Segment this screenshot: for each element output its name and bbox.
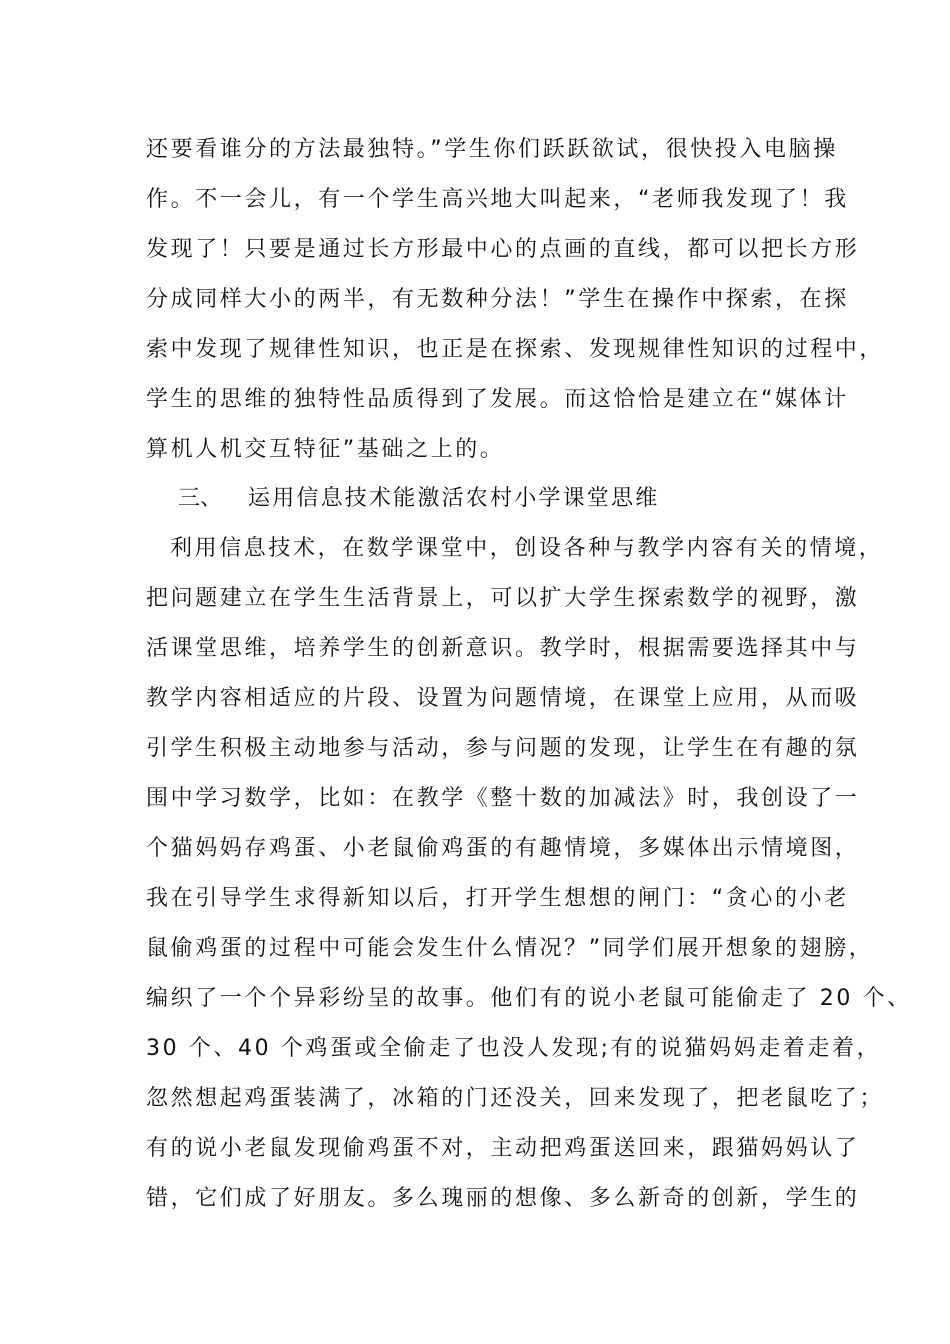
text-line: 围中学习数学，比如：在教学《整十数的加减法》时，我创设了一 [146,786,860,811]
text-line: 算机人机交互特征”基础之上的。 [146,437,505,462]
text-line: 引学生积极主动地参与活动，参与问题的发现，让学生在有趣的氛 [146,736,860,761]
text-line: 个猫妈妈存鸡蛋、小老鼠偷鸡蛋的有趣情境，多媒体出示情境图， [146,836,860,861]
section-title: 运用信息技术能激活农村小学课堂思维 [248,486,660,511]
text-line: 还要看谁分的方法最独特。”学生你们跃跃欲试，很快投入电脑操 [146,137,838,162]
text-line: 学生的思维的独特性品质得到了发展。而这恰恰是建立在“媒体计 [146,387,849,412]
text-line: 我在引导学生求得新知以后，打开学生想想的闸门：“贪心的小老 [146,886,849,911]
text-line: 活课堂思维，培养学生的创新意识。教学时，根据需要选择其中与 [146,636,860,661]
text-line: 把问题建立在学生生活背景上，可以扩大学生探索数学的视野，激 [146,586,860,611]
text-line: 发现了！只要是通过长方形最中心的点画的直线，都可以把长方形 [146,237,860,262]
text-line: 教学内容相适应的片段、设置为问题情境，在课堂上应用，从而吸 [146,686,860,711]
text-line: 索中发现了规律性知识，也正是在探索、发现规律性知识的过程中， [146,337,885,362]
text-line: 忽然想起鸡蛋装满了，冰箱的门还没关，回来发现了，把老鼠吃了； [146,1086,885,1111]
section-number: 三、 [178,486,223,511]
text-line: 分成同样大小的两半，有无数种分法！”学生在操作中探索，在探 [146,287,849,312]
text-line: 有的说小老鼠发现偷鸡蛋不对，主动把鸡蛋送回来，跟猫妈妈认了 [146,1136,860,1161]
text-line: 错，它们成了好朋友。多么瑰丽的想像、多么新奇的创新，学生的 [146,1186,860,1211]
text-line: 作。不一会儿，有一个学生高兴地大叫起来，“老师我发现了！我 [146,187,849,212]
text-line: 利用信息技术，在数学课堂中，创设各种与教学内容有关的情境， [170,536,884,561]
text-line: 编织了一个个异彩纷呈的故事。他们有的说小老鼠可能偷走了 20 个、 [146,986,912,1011]
text-line: 30 个、40 个鸡蛋或全偷走了也没人发现;有的说猫妈妈走着走着， [146,1036,882,1061]
text-line: 鼠偷鸡蛋的过程中可能会发生什么情况？”同学们展开想象的翅膀， [146,936,874,961]
